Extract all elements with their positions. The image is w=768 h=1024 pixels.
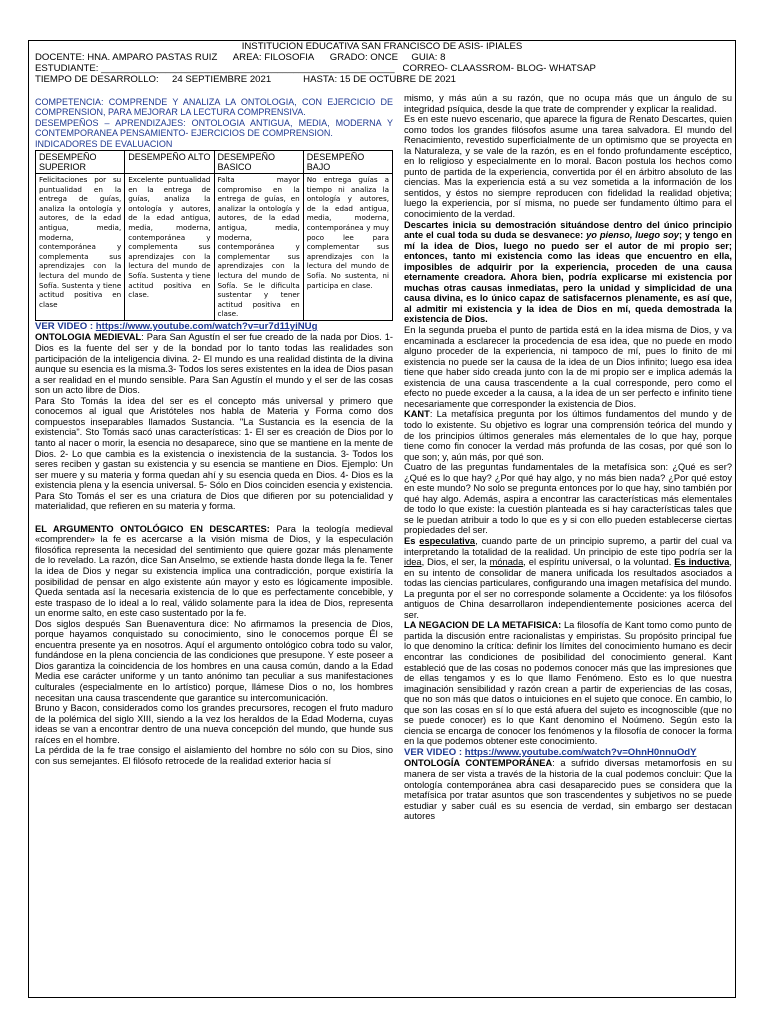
argumento-paragraph: [35, 524, 393, 619]
esp-h: Es inductiva: [674, 557, 730, 568]
medieval-paragraph: [35, 332, 393, 395]
student-line: ESTUDIANTE: _______________________________________________________ CORREO- CLAASSROM- BLOG- WHATSAP: [35, 63, 596, 74]
video-label-2: VER VIDEO :: [404, 746, 465, 758]
guide-sheet: [28, 40, 736, 998]
evaluation-table: [35, 150, 393, 321]
institution-title: INSTITUCION EDUCATIVA SAN FRANCISCO DE ASIS- IPIALES: [241, 41, 523, 52]
esp-i: , en su intento de consolidar de manera unificada los resultados asociados a todas las ciencias particulares, configurando una imagen metafísica del mundo.: [404, 557, 732, 589]
medieval-text: : Para San Agustín el ser fue creado de la nada por Dios. 1- Dios es la fuente del ser y de la bondad por lo tanto todas las realidades son participación de la inteligencia divina. 2- El mundo es una realidad distinta de la divina aunque su esencia es la misma.3- Todos los seres existentes en la idea de Dios pasan a ser realidad en el mundo sensible. Para San Agustín el mundo y el ser de las cosas son un acto libre de Dios.: [35, 332, 394, 396]
argumento-title: EL ARGUMENTO ONTOLÓGICO EN DESCARTES:: [35, 523, 270, 534]
buenaventura-paragraph: Dos siglos después San Buenaventura dice: No afirmamos la presencia de Dios, porque hayamos conquistado su conocimiento, sino le conocemos porque Él se encuentra presente ya en nosotros. Aquí el argumento ontológico cobra todo su valor, fundándose en la plena conciencia de las condiciones que presupone. Y este poseer a Dios garantiza la coincidencia de los hombres en una causa común, dando a la Edad Media ese carácter uniforme y un tanto anónimo tan peculiar a sus manifestaciones culturales (especialmente en lo artístico) porque, llámese Dios o no, los hombres necesitan una causa trascendente que garantice su intercomunicación.: [35, 618, 393, 703]
tomas-paragraph: Para Sto Tomás la idea del ser es el concepto más universal y primero que conocemos al igual que Aristóteles nos habla de Materia y Forma como dos compuestos inseparables llamados Sustancia. "La Sustancia es la esencia de la existencia". Sto Tomás sacó unas características: 1- El ser es creación de Dios por lo tanto al nacer o morir, la esencia no desaparece, sino que se mantiene en la mente de Dios. 2- Lo que cambia es la existencia o inexistencia de la sustancia. 3- Todos los seres reciben y gastan su existencia y su esencia se mantiene en Dios. Ejemplo: Un ser muere y su materia y forma quedan ahí y su esencia queda en Dios. 4- Dios es la existencia plena y la esencia universal. 5- Sólo en Dios coinciden esencia y existencia. Para Sto Tomás el ser es una criatura de Dios que difieren por su potencialidad y materialidad, que refieren en su materia y forma.: [35, 395, 393, 512]
especulativa-paragraph: [404, 536, 732, 589]
cell-superior: Felicitaciones por su puntualidad en la entrega de guías, analiza la ontología y autores, de la edad antigua, media, moderna, contemporánea y complementa sus aprendizajes con la lectura del mundo de Sofía. Sustenta y tiene actitud positiva en clase: [36, 174, 125, 321]
descartes-proof: [404, 220, 732, 325]
kant-paragraph: [404, 409, 732, 462]
teacher-line: DOCENTE: HNA. AMPARO PASTAS RUIZ AREA: FILOSOFIA GRADO: ONCE GUIA: 8: [35, 52, 446, 63]
video-url-2[interactable]: https://www.youtube.com/watch?v=OhnH0nnuOdY: [464, 746, 697, 758]
esp-f: mónada: [489, 557, 524, 568]
esp-g: , el espíritu universal, o la voluntad.: [523, 557, 675, 568]
cell-basico: Falta mayor compromiso en la entrega de guías, en analizar la ontología y autores, de la edad antigua, media, moderna, contemporánea y complementar sus aprendizajes con la lectura del mundo de Sofía. Se le dificulta sustentar y tener actitud positiva en clase.: [214, 174, 303, 321]
video-link-2: [404, 748, 732, 759]
header-alto: DESEMPEÑO ALTO: [125, 151, 214, 174]
right-p1: mismo, y más aún a su razón, que no ocupa más que un ángulo de su integridad psíquica, desde la que trate de comprender y explicar la realidad.: [404, 93, 732, 114]
right-p2: Es en este nuevo escenario, que aparece la figura de Renato Descartes, quien como todos los grandes filósofos asume una tarea salvadora. El mundo del Renacimiento, revestido superficialmente de un optimismo que se proyecta en la Naturaleza, y se vale de la razón, es en el fondo profundamente escéptico, en lo religioso y especialmente en lo moral. Bacon postula los hechos como punto de partida de la experiencia, convertida por él en árbitro absoluto de las ciencias. Mas la experiencia está a su vez sometida a la información de los sentidos, y éstos no siempre reproducen con fidelidad la realidad objetiva; luego la experiencia, por sí misma, no puede ser fundamento último para el conocimiento de la verdad.: [404, 114, 732, 220]
right-p4: En la segunda prueba el punto de partida está en la idea misma de Dios, y va encaminada a esclarecer la procedencia de esa idea, que no puede en modo alguno proceder de la experiencia, ni tampoco de mí, pues lo finito de mi existencia no puede ser la causa de la idea de un Dios infinito; luego esa idea tiene que haber sido creada junto con la de mi propio ser e implica además la existencia de una causa trascendente a la cual corresponde, pero como el efecto no puede exceder a la causa, a la idea de un ser perfecto e infinito tiene necesariamente que corresponder la existencia de Dios.: [404, 325, 732, 409]
right-column: [404, 93, 732, 822]
negacion-text: La filosofía de Kant tomo como punto de partida la discusión entre racionalistas y empiristas. Su propósito principal fue lo que denomino la crítica: definir los límites del conocimiento humano es decir encontrar las condiciones de posibilidad del conocimiento general. Kant estableció que de las cosas no podemos conocer más que las impresiones que de ellas tengamos y es lo que llamo Fenómeno. Esto es lo que nuestra imaginación sensibilidad y razón crean a partir de experiencias de las cosas, que no son más que datos o intuiciones en el sujeto que conoce. En cambio, lo que son las cosas en sí lo que está afuera del sujeto es incognoscible (que no se puede conocer) es lo que Kant denomino el Noúmeno. Según esto la ciencia se encarga de conocer los fenómenos y la filosofía de conocer la forma en la que podemos obtener este conocimiento.: [404, 620, 732, 747]
kant-text: : La metafísica pregunta por los últimos fundamentos del mundo y de todo lo existente. Su objetivo es lograr una comprensión teórica del mundo y de los principios últimos generales más elementales de lo que hay, porque tiene como fin conocer la verdad más profunda de las cosas, por qué son lo que son; y, aún más, por qué son.: [404, 409, 732, 462]
cuatro-paragraph: Cuatro de las preguntas fundamentales de la metafísica son: ¿Qué es ser? ¿Qué es lo que hay? ¿Por qué hay algo, y no más bien nada? ¿Por qué estoy en este mundo? No solo se pregunta entonces por lo que hay, sino también por qué hay algo. Además, aspira a encontrar las características más elementales de todo lo que existe: la cuestión planteada es si hay características tales que se le puedan atribuir a todo lo que es y si con ello pueden establecerse ciertas propiedades del ser.: [404, 462, 732, 536]
perdida-paragraph: La pérdida de la fe trae consigo el aislamiento del hombre no sólo con su Dios, sino con sus semejantes. El filósofo retrocede de la realidad exterior hacia sí: [35, 745, 393, 766]
header-basico: DESEMPEÑO BASICO: [214, 151, 303, 174]
contemporanea-paragraph: [404, 758, 732, 821]
descartes-c: ; y tengo en mí la idea de Dios, luego no puedo ser el autor de mi propio ser; entonces, tanto mi existencia como las ideas que encuentro en ella, imposibles de adquirir por la experiencia, proceden de una causa eternamente creadora. Ahora bien, podría explicarse mi existencia por muchas otras causas inmediatas, pero la unidad y simplicidad de una causa divina, es lo único capaz de satisfacernos plenamente, es así que, al admitir mi existencia y la idea de Dios en mí, queda demostrada la existencia de Dios.: [404, 230, 733, 325]
medieval-title: ONTOLOGIA MEDIEVAL: [35, 332, 142, 343]
contemp-text: : a sufrido diversas metamorfosis en su manera de ser vista a través de la historia de la cual podemos concluir: Que la ontología contemporánea abra casi desaparecido pues se considera que la metafísica por tratar asuntos que son trascendentes y subjetivos no se puede estudiar y saber cuál es su esencia de verdad, sin embargo ser destacan autores: [404, 758, 732, 822]
left-column: [35, 97, 393, 766]
esp-a: Es: [404, 535, 420, 546]
negacion-title: LA NEGACION DE LA METAFISICA:: [404, 620, 562, 631]
argumento-text: Para la teología medieval «comprender» la fe es acercarse a la visión misma de Dios, y la especulación filosófica representa la necesidad del sentimiento que quiere gozar más plenamente de lo revelado. La razón, dice San Anselmo, se extiende hasta donde llega la fe. Tener la idea de Dios y negar su existencia implica una contradicción, porque existiría la posibilidad de pensar en algo existente aún mayor y esto es lógicamente imposible. Queda sentada así la necesaria existencia de lo que es perfectamente concebible, y este traspaso de lo ideal a lo real, válido solamente para la idea de Dios, representa un enorme salto, en este caso sustentado por la fe.: [35, 523, 393, 619]
kant-label: KANT: [404, 409, 430, 420]
esp-d: idea: [404, 557, 422, 568]
desempenos-text: DESEMPEÑOS – APRENDIZAJES: ONTOLOGIA ANTIGUA, MEDIA, MODERNA Y CONTEMPORANEA PENSAMIENTO- EJERCICIOS DE COMPRENSION.: [35, 117, 393, 139]
cell-alto: Excelente puntualidad en la entrega de guías, analiza la ontología y autores, de la edad antigua, media, moderna, contemporánea y complementa sus aprendizajes con la lectura del mundo de Sofía. Sustenta y tiene actitud positiva en clase.: [125, 174, 214, 321]
pregunta-paragraph: La pregunta por el ser no corresponde solamente a Occidente: ya los filósofos antiguos de China desarrollaron independientemente posiciones acerca del ser.: [404, 588, 732, 620]
video-link-1: [35, 322, 393, 333]
indicadores-title: INDICADORES DE EVALUACION: [35, 138, 173, 149]
contemp-title: ONTOLOGÍA CONTEMPORÁNEA: [404, 758, 553, 769]
esp-e: , Dios, el ser, la: [421, 557, 490, 568]
competencia-text: COMPETENCIA: COMPRENDE Y ANALIZA LA ONTOLOGIA, CON EJERCICIO DE COMPRENSION, PARA MEJORAR LA LECTURA COMPRENSIVA.: [35, 97, 393, 118]
bruno-paragraph: Bruno y Bacon, considerados como los grandes precursores, recogen el fruto maduro de la polémica del siglo XIII, siendo a la vez los heraldos de la Edad Moderna, cuyas ideas se van a encontrar dentro de una nueva concepción del mundo, que hunde sus raíces en el hombre.: [35, 703, 393, 745]
video-url-1[interactable]: https://www.youtube.com/watch?v=ur7d11yiNUg: [95, 320, 318, 332]
header-bajo: DESEMPEÑO BAJO: [303, 151, 392, 174]
negacion-paragraph: [404, 620, 732, 747]
esp-c: , cuando parte de un principio supremo, a partir del cual va interpretando la totalidad de la realidad. Un principio de este tipo podría ser la: [404, 535, 732, 557]
descartes-a: Descartes inicia su demostración situándose dentro del único principio ante el cual toda su duda se desvanece:: [404, 219, 732, 241]
time-line: TIEMPO DE DESARROLLO: 24 SEPTIEMBRE 2021 HASTA: 15 DE OCTUBRE DE 2021: [35, 74, 457, 85]
cell-bajo: No entrega guías a tiempo ni analiza la ontología y autores, de la edad antigua, media, moderna, contemporánea y muy poco lee para complementar sus aprendizajes con la lectura del mundo de Sofía. No sustenta, ni participa en clase.: [303, 174, 392, 321]
video-label: VER VIDEO :: [35, 320, 96, 332]
header-superior: DESEMPEÑO SUPERIOR: [36, 151, 125, 174]
cogito: yo pienso, luego soy: [586, 230, 679, 241]
esp-b: especulativa: [419, 535, 476, 546]
